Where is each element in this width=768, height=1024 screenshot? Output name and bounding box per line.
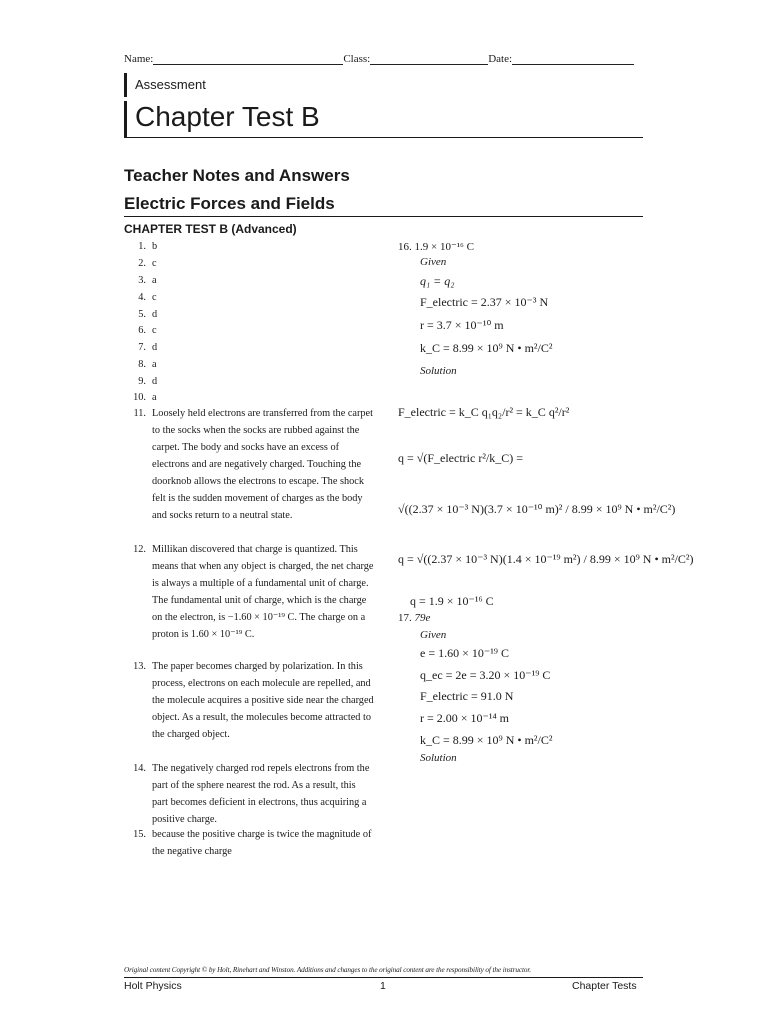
answer-item <box>124 289 374 306</box>
answer-text: The paper becomes charged by polarization. In this process, electrons on each molecule are repelled, and the molecule acquires a positive side near the charged object. As a result, the molecules become attracted to the charged object. <box>152 661 374 740</box>
topic-title: Electric Forces and Fields <box>124 194 335 213</box>
q16-given-label: Given <box>420 256 447 268</box>
q16-result: q = 1.9 × 10⁻¹⁶ C <box>410 594 494 608</box>
answer-item <box>124 658 374 743</box>
date-field[interactable] <box>512 52 634 65</box>
answer-item <box>124 356 374 373</box>
answer-item <box>124 255 374 272</box>
answer-item <box>124 826 374 860</box>
answer-item <box>124 339 374 356</box>
date-label: Date: <box>488 53 513 65</box>
footer-rule <box>124 977 643 978</box>
answer-text: d <box>152 376 158 387</box>
q16-given-constant: k_C = 8.99 × 10⁹ N • m²/C² <box>420 341 553 355</box>
name-class-date-line <box>124 52 644 65</box>
q17-given-q: q_ec = 2e = 3.20 × 10⁻¹⁹ C <box>420 668 551 682</box>
q17-solution-label: Solution <box>420 752 457 764</box>
q17-given-distance: r = 2.00 × 10⁻¹⁴ m <box>420 711 509 725</box>
answer-number: 13. <box>133 661 146 672</box>
answer-text: b <box>152 241 158 252</box>
answer-text: d <box>152 309 158 320</box>
title-bar <box>124 101 127 137</box>
section-title: CHAPTER TEST B (Advanced) <box>124 222 297 236</box>
answer-number: 1. <box>138 241 146 252</box>
footer-section: Chapter Tests <box>572 980 637 992</box>
title-rule <box>124 137 643 138</box>
chapter-title: Chapter Test B <box>135 101 320 132</box>
q16-equation-2: q = √(F_electric r²/k_C) = <box>398 451 524 465</box>
q16-equation-1: F_electric = k_C q₁q₂/r² = k_C q²/r² <box>398 405 570 419</box>
q16-given-distance: r = 3.7 × 10⁻¹⁰ m <box>420 318 504 332</box>
q17-answer-text: 79e <box>414 612 431 624</box>
answer-item <box>124 306 374 323</box>
q16-answer-text: 1.9 × 10⁻¹⁶ C <box>414 241 474 253</box>
answer-number: 2. <box>138 258 146 269</box>
q17-given-force: F_electric = 91.0 N <box>420 689 514 703</box>
q17-given-label: Given <box>420 629 447 641</box>
notes-title: Teacher Notes and Answers <box>124 166 350 185</box>
name-field[interactable] <box>153 52 343 65</box>
answer-text: Millikan discovered that charge is quantized. This means that when any object is charged, the net charge is always a multiple of a fundamental unit of charge. The fundamental unit of charge, which is the charge on the electron, is −1.60 × 10⁻¹⁹ C. The charge on a proton is 1.60 × 10⁻¹⁹ C. <box>152 544 374 640</box>
answer-number: 9. <box>138 376 146 387</box>
answer-text: a <box>152 359 157 370</box>
topic-rule <box>124 216 643 217</box>
answer-item <box>124 405 374 524</box>
answer-text: Loosely held electrons are transferred from the carpet to the socks when the socks are rubbed against the carpet. The body and socks have an excess of electrons and are negatively charged. Touching the doorknob allows the electrons to escape. The shock felt is the sudden movement of charges as the body and socks return to a neutral state. <box>152 408 373 521</box>
answer-number: 10. <box>133 392 146 403</box>
answer-item <box>124 238 374 255</box>
answer-item <box>124 373 374 390</box>
assessment-bar <box>124 73 127 97</box>
q17-given-constant: k_C = 8.99 × 10⁹ N • m²/C² <box>420 733 553 747</box>
q17-number: 17. <box>398 612 412 624</box>
answer-number: 4. <box>138 292 146 303</box>
answer-item <box>124 389 374 406</box>
answer-text: c <box>152 292 157 303</box>
answer-item <box>124 322 374 339</box>
q16-number: 16. <box>398 241 412 253</box>
name-label: Name: <box>124 53 154 65</box>
answer-number: 15. <box>133 829 146 840</box>
answer-text: because the positive charge is twice the magnitude of the negative charge <box>152 829 372 857</box>
answer-number: 7. <box>138 342 146 353</box>
answer-number: 3. <box>138 275 146 286</box>
answer-number: 12. <box>133 544 146 555</box>
q16-equation-3: √((2.37 × 10⁻³ N)(3.7 × 10⁻¹⁰ m)² / 8.99 × 10⁹ N • m²/C²) <box>398 502 676 516</box>
answer-number: 5. <box>138 309 146 320</box>
q16-given-q: q₁ = q₂ <box>420 274 455 288</box>
answer-item <box>124 760 374 828</box>
answer-item <box>124 272 374 289</box>
footer-page-number: 1 <box>380 980 386 992</box>
answer-number: 11. <box>133 408 146 419</box>
class-label: Class: <box>343 53 371 65</box>
answer-text: d <box>152 342 158 353</box>
q17-answer <box>398 612 430 624</box>
q16-solution-label: Solution <box>420 365 457 377</box>
q16-answer <box>398 240 474 253</box>
copyright-notice: Original content Copyright © by Holt, Rinehart and Winston. Additions and changes to the original content are the responsibility of the instructor. <box>124 966 531 974</box>
q16-equation-4: q = √((2.37 × 10⁻³ N)(1.4 × 10⁻¹⁹ m²) / 8.99 × 10⁹ N • m²/C²) <box>398 552 694 566</box>
answer-text: a <box>152 275 157 286</box>
answer-item <box>124 541 374 643</box>
q17-given-e: e = 1.60 × 10⁻¹⁹ C <box>420 646 509 660</box>
answer-number: 6. <box>138 325 146 336</box>
answer-text: c <box>152 258 157 269</box>
answer-text: The negatively charged rod repels electrons from the part of the sphere nearest the rod. As a result, this part becomes deficient in electrons, thus acquiring a positive charge. <box>152 763 370 825</box>
footer-book: Holt Physics <box>124 980 182 992</box>
answer-text: a <box>152 392 157 403</box>
class-field[interactable] <box>370 52 488 65</box>
assessment-label: Assessment <box>135 77 206 92</box>
answer-number: 8. <box>138 359 146 370</box>
answer-text: c <box>152 325 157 336</box>
q16-given-force: F_electric = 2.37 × 10⁻³ N <box>420 295 549 309</box>
answer-number: 14. <box>133 763 146 774</box>
